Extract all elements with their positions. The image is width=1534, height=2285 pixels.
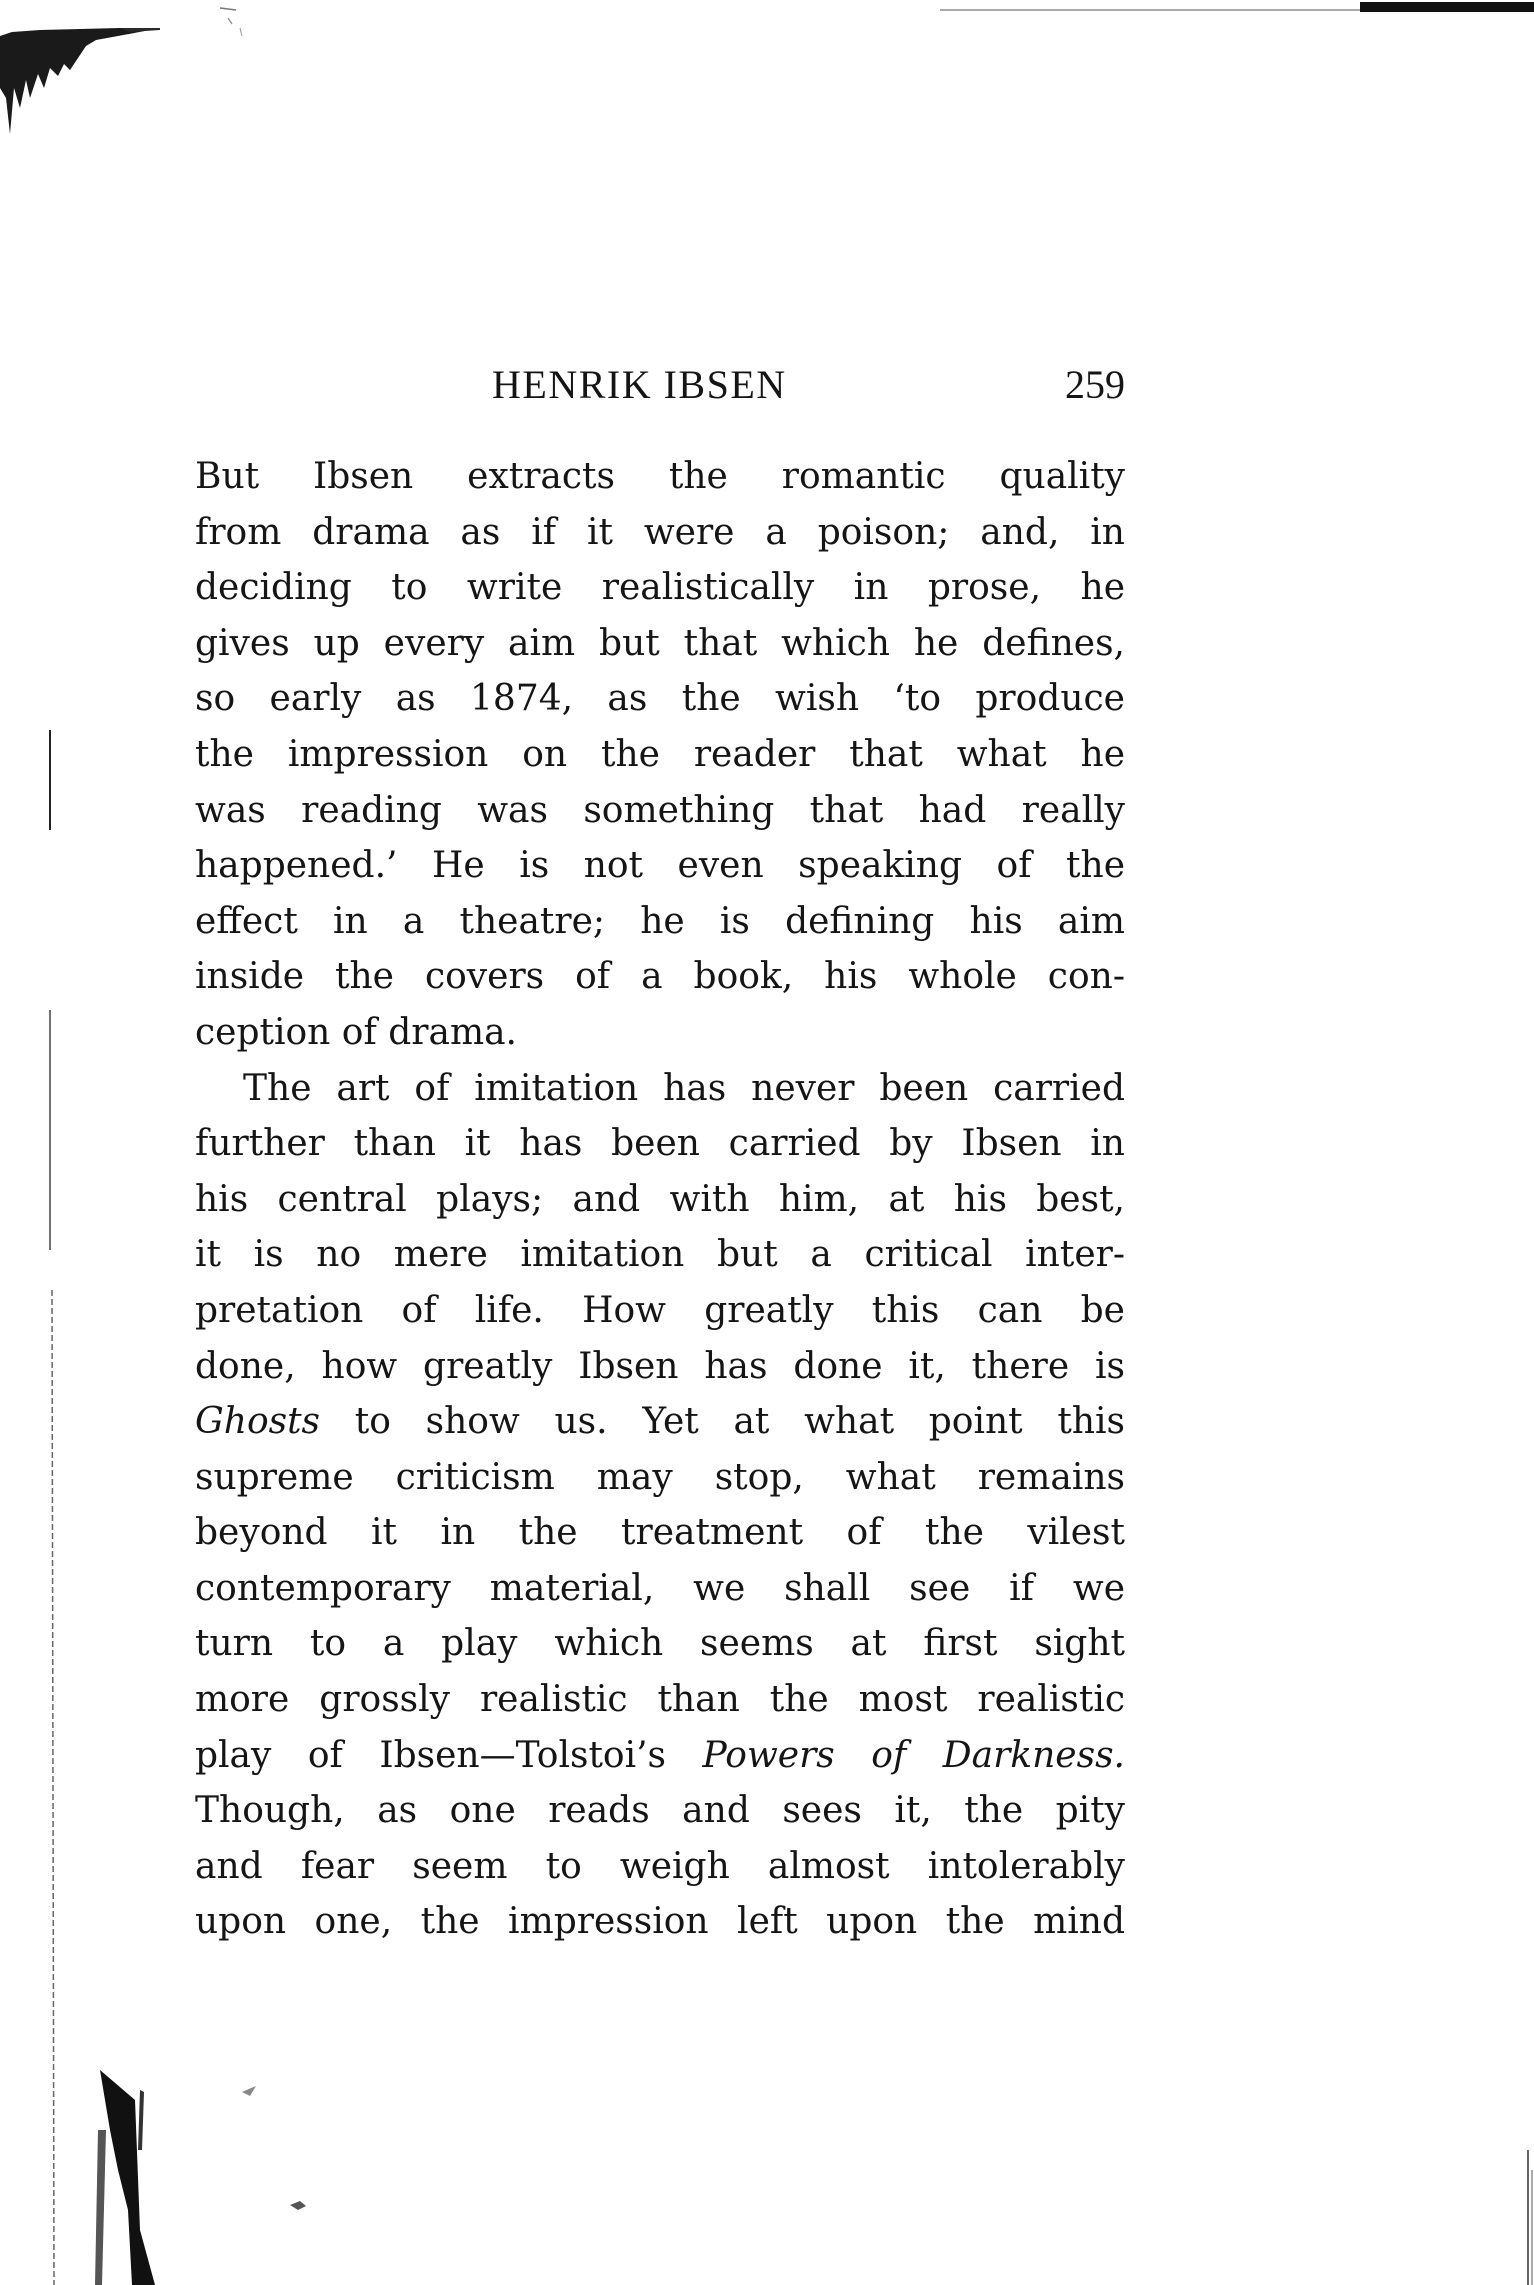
text-line-powers xyxy=(195,1728,1125,1784)
text-line: was reading was something that had really xyxy=(195,789,1125,831)
text-line: so early as 1874, as the wish ‘to produce xyxy=(195,678,1125,720)
text-line: supreme criticism may stop, what remains xyxy=(195,1456,1125,1498)
text-line: and fear seem to weigh almost intolerably xyxy=(195,1845,1125,1887)
text-line: from drama as if it were a poison; and, in xyxy=(195,511,1125,553)
text-line: gives up every aim but that which he defines, xyxy=(195,622,1125,664)
text-line: further than it has been carried by Ibsen in xyxy=(195,1123,1125,1165)
text-line: contemporary material, we shall see if we xyxy=(195,1567,1125,1609)
text-line: more grossly realistic than the most realistic xyxy=(195,1679,1125,1721)
text-line: Though, as one reads and sees it, the pity xyxy=(195,1790,1125,1832)
text-line: done, how greatly Ibsen has done it, there is xyxy=(195,1345,1125,1387)
text-line: it is no mere imitation but a critical inter- xyxy=(195,1234,1125,1276)
page-number: 259 xyxy=(1065,362,1125,407)
text-line: But Ibsen extracts the romantic quality xyxy=(195,456,1125,497)
running-title: HENRIK IBSEN xyxy=(492,362,787,407)
text-line-ghosts xyxy=(195,1394,1125,1450)
text-line: The art of imitation has never been carried xyxy=(243,1067,1125,1109)
text-line: effect in a theatre; he is defining his aim xyxy=(195,900,1125,942)
text-line: the impression on the reader that what he xyxy=(195,733,1125,775)
text-line: ception of drama. xyxy=(195,1011,517,1053)
body-text xyxy=(195,449,1125,1950)
text-fragment: to show us. Yet at what point this xyxy=(320,1401,1125,1443)
text-line: inside the covers of a book, his whole con- xyxy=(195,956,1125,998)
text-fragment: play of Ibsen—Tolstoi’s xyxy=(195,1734,703,1776)
text-line: beyond it in the treatment of the vilest xyxy=(195,1512,1125,1554)
title-powers-of-darkness: Powers of Darkness. xyxy=(702,1734,1125,1776)
title-ghosts: Ghosts xyxy=(195,1401,321,1443)
text-line: his central plays; and with him, at his best, xyxy=(195,1178,1125,1220)
text-line: happened.’ He is not even speaking of the xyxy=(195,845,1125,887)
running-head xyxy=(195,355,1125,415)
text-line: deciding to write realistically in prose, he xyxy=(195,567,1125,609)
text-line: pretation of life. How greatly this can be xyxy=(195,1289,1125,1331)
text-line: upon one, the impression left upon the mind xyxy=(195,1901,1125,1943)
text-line: turn to a play which seems at first sight xyxy=(195,1623,1125,1665)
